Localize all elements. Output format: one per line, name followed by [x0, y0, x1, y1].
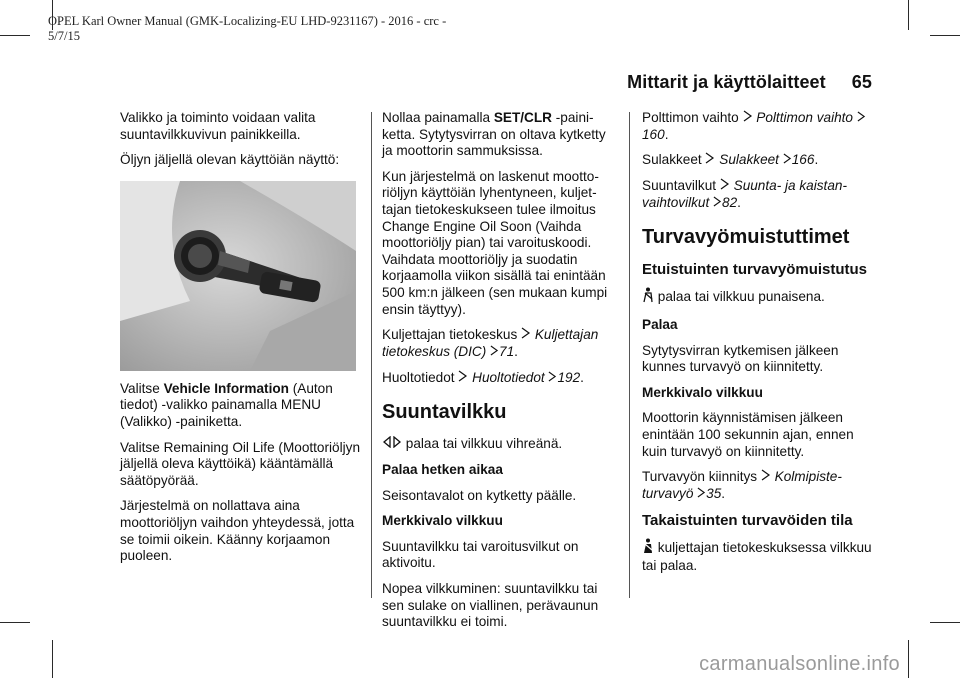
- column-divider: [629, 112, 630, 598]
- paragraph-text: palaa tai vilkkuu vihreänä.: [405, 436, 563, 452]
- subheading: Palaa hetken aikaa: [382, 461, 503, 477]
- cross-reference: Sulakkeet Sulakkeet 166.: [642, 152, 819, 168]
- paragraph: Sytytysvirran kytkemisen jälkeen kunnes turvavyö on kiinnitetty.: [642, 342, 839, 375]
- paragraph: Kun järjestelmä on laskenut moottoriöljyn käyttöiän lyhentyneen, kuljettajan tietokeskukseen tulee ilmoitus Change Engine Oil Soon (Vaihda moottoriöljy pian) tai varoituskoodi. Vaihdata moottoriöljy ja suodatin korjaamolla viikon sisällä tai enintään 500 km:n jälkeen (sen mukaan kumpi ensin täyttyy).: [382, 168, 608, 317]
- reference-page[interactable]: 71: [499, 343, 515, 359]
- section-heading: Suuntavilkku: [382, 401, 507, 424]
- paragraph: [382, 436, 618, 453]
- paragraph: [642, 287, 878, 308]
- paragraph-text: kuljettajan tietokeskuksessa vilkkuu tai palaa.: [642, 539, 872, 574]
- turn-signal-icon: [382, 436, 402, 453]
- cross-reference: Kuljettajan tietokeskus Kuljettajan tietokeskus (DIC) 71.: [382, 327, 599, 359]
- paragraph-text: -painiketta. Sytytysvirran on oltava kytketty ja moottorin sammuksissa.: [382, 110, 606, 159]
- paragraph-text: palaa tai vilkkuu punaisena.: [657, 289, 825, 305]
- paragraph: Valitse Remaining Oil Life (Moottoriöljyn jäljellä oleva käyttöikä) kääntämällä säätöpyörää.: [120, 439, 361, 488]
- paragraph: [382, 110, 618, 160]
- page-arrow-icon: [490, 344, 499, 361]
- paragraph: Seisontavalot on kytketty päälle.: [382, 487, 577, 503]
- turn-signal-lever-photo: [120, 181, 356, 371]
- column-3: [642, 110, 878, 584]
- paragraph: Valikko ja toiminto voidaan valita suuntavilkkuvivun painikkeilla.: [120, 110, 316, 142]
- watermark: carmanualsonline.info: [699, 653, 900, 675]
- crop-mark: [52, 640, 53, 678]
- document-header-line: OPEL Karl Owner Manual (GMK-Localizing-EU LHD-9231167) - 2016 - crc -: [48, 14, 447, 28]
- cross-reference: Suuntavilkut Suunta- ja kaistanvaihtovilkut 82.: [642, 178, 847, 210]
- reference-label: Huoltotiedot: [382, 369, 455, 385]
- paragraph-text: (Auton tiedot) -valikko painamalla MENU (Valikko) -painiketta.: [120, 380, 333, 429]
- page-arrow-icon: [697, 486, 706, 503]
- reference-arrow-icon: [720, 178, 730, 195]
- reference-label: Turvavyön kiinnitys: [642, 469, 758, 485]
- paragraph: Nopea vilkkuminen: suuntavilkku tai sen sulake on viallinen, perävaunun suuntavilkku ei toimi.: [382, 580, 599, 630]
- reference-arrow-icon: [705, 152, 715, 169]
- reference-link[interactable]: Huoltotiedot: [472, 369, 545, 385]
- paragraph: [120, 381, 360, 431]
- page-arrow-icon: [713, 195, 722, 212]
- reference-arrow-icon: [743, 110, 753, 127]
- paragraph: [642, 538, 878, 575]
- menu-name: Vehicle Information: [163, 380, 289, 396]
- paragraph: Järjestelmä on nollattava aina moottoriöljyn vaihdon yhteydessä, jotta se toimii oikein. Käänny korjaamon puoleen.: [120, 498, 355, 564]
- column-divider: [371, 112, 372, 598]
- paragraph: Moottorin käynnistämisen jälkeen enintään 100 sekunnin ajan, ennen kuin turvavyö on kiinnitetty.: [642, 410, 854, 459]
- reference-link[interactable]: Kuljettajan tietokeskus (DIC): [382, 327, 599, 359]
- section-title: Mittarit ja käyttölaitteet: [627, 72, 826, 92]
- page-number: 65: [851, 72, 872, 92]
- running-head: [627, 72, 872, 93]
- crop-mark: [0, 35, 30, 36]
- reference-link[interactable]: Sulakkeet: [719, 152, 779, 168]
- crop-mark: [908, 0, 909, 30]
- page-arrow-icon: [857, 110, 866, 127]
- section-heading: Turvavyömuistuttimet: [642, 226, 850, 249]
- reference-arrow-icon: [458, 370, 468, 387]
- subheading: Palaa: [642, 317, 678, 332]
- reference-arrow-icon: [761, 469, 771, 486]
- subsection-heading: Etuistuinten turvavyömuistutus: [642, 261, 868, 279]
- button-name: SET/CLR: [493, 110, 552, 125]
- paragraph-lead: Valitse: [120, 380, 164, 396]
- crop-mark: [930, 622, 960, 623]
- cross-reference: Turvavyön kiinnitys Kolmipisteturvavyö 35.: [642, 469, 842, 501]
- reference-link[interactable]: Polttimon vaihto: [756, 110, 853, 125]
- paragraph: Suuntavilkku tai varoitusvilkut on aktivoitu.: [382, 538, 579, 571]
- subheading: Merkkivalo vilkkuu: [382, 513, 503, 529]
- reference-page[interactable]: 82: [722, 194, 738, 210]
- crop-mark: [908, 640, 909, 678]
- document-header-date: 5/7/15: [48, 29, 80, 43]
- paragraph-lead: Nollaa painamalla: [382, 110, 494, 125]
- paragraph: Öljyn jäljellä olevan käyttöiän näyttö:: [120, 152, 340, 168]
- rear-seatbelt-icon: [642, 538, 654, 559]
- reference-link[interactable]: Kolmipisteturvavyö: [642, 469, 842, 501]
- seatbelt-icon: [642, 287, 654, 308]
- reference-label: Sulakkeet: [642, 152, 702, 168]
- cross-reference: Huoltotiedot Huoltotiedot 192.: [382, 369, 584, 385]
- crop-mark: [0, 622, 30, 623]
- reference-link[interactable]: Suunta- ja kaistanvaihtovilkut: [642, 178, 847, 210]
- subsection-heading: Takaistuinten turvavöiden tila: [642, 511, 853, 529]
- cross-reference: Polttimon vaihto Polttimon vaihto 160.: [642, 110, 878, 143]
- reference-arrow-icon: [521, 327, 531, 344]
- column-1: [120, 110, 360, 574]
- column-2: [382, 110, 618, 640]
- subheading: Merkkivalo vilkkuu: [642, 384, 763, 400]
- reference-page[interactable]: 160: [642, 126, 665, 142]
- page-arrow-icon: [783, 152, 792, 169]
- reference-page[interactable]: 35: [706, 485, 722, 501]
- reference-label: Kuljettajan tietokeskus: [382, 327, 518, 343]
- reference-label: Polttimon vaihto: [642, 110, 739, 125]
- document-header: [48, 14, 446, 44]
- reference-page[interactable]: 166: [791, 152, 815, 168]
- reference-label: Suuntavilkut: [642, 178, 717, 193]
- crop-mark: [930, 35, 960, 36]
- reference-page[interactable]: 192: [557, 369, 581, 385]
